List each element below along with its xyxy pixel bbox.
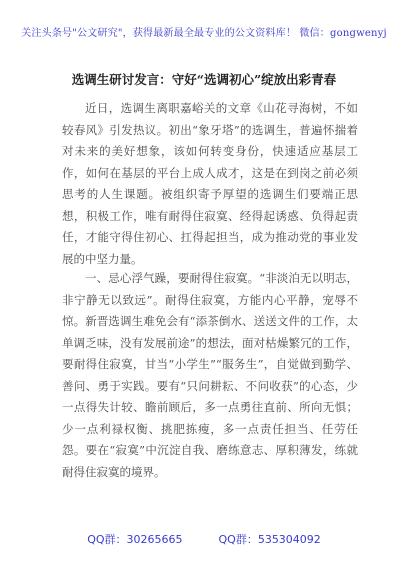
article-paragraph: 一、忌心浮气躁，要耐得住寂寞。“非淡泊无以明志，非宁静无以致远”。耐得住寂寞，方能内心平静，宠辱不惊。新晋选调生难免会有“添茶倒水、送送文件的工作，太单调乏味，没有发展前途”的想法，面对枯燥繁冗的工作，要耐得住寂寞，甘当“小学生”“服务生”，自觉做到勤学、善问、勇于实践。要有“只问耕耘、不问收获”的心态，少一点得失计较、瞻前顾后，多一点勇往直前、所向无惧；少一点利禄权衡、挑肥拣瘦，多一点责任担当、任劳任怨。要在“寂寞”中沉淀自我、磨练意志、厚积薄发，练就耐得住寂寞的境界。 (62, 271, 358, 479)
qq-group-1: QQ群：30265665 (87, 533, 183, 546)
qq-group-2: QQ群：535304092 (218, 533, 321, 546)
article-paragraph: 近日，选调生离职嘉峪关的文章《山花寻海树，不如较春风》引发热议。初出“象牙塔”的选调生，普遍怀揣着对未来的美好想象，该如何转变身份，快速适应基层工作，如何在基层的平台上成人成才，这是在到岗之前必须思考的人生课题。被组织寄予厚望的选调生们要端正思想，积极工作，唯有耐得住寂寞、经得起诱惑、负得起责任，才能守得住初心、扛得起担当，成为推动党的事业发展的中坚力量。 (62, 101, 358, 266)
article-title: 选调生研讨发言：守好“选调初心”绽放出彩青春 (71, 72, 337, 87)
footer-contact (0, 531, 408, 547)
header-notice: 关注头条号"公文研究"，获得最新最全最专业的公文资料库！ 微信：gongwenyj (21, 28, 387, 39)
